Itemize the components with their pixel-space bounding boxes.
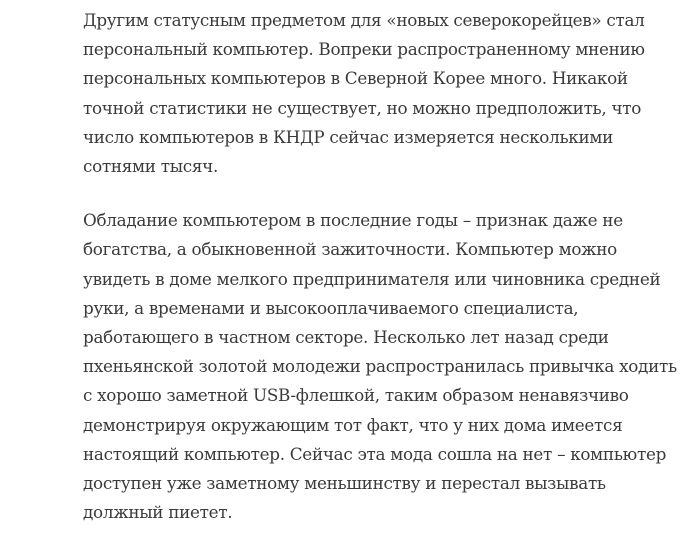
text-line: увидеть в доме мелкого предпринимателя или чиновника средней (83, 268, 661, 289)
text-line: персональных компьютеров в Северной Корее много. Никакой (83, 68, 628, 89)
text-line: настоящий компьютер. Сейчас эта мода сошла на нет – компьютер (83, 443, 667, 464)
text-line: с хорошо заметной USB-флешкой, таким образом ненавязчиво (83, 385, 629, 406)
article-body (83, 6, 683, 527)
text-line: должный пиетет. (83, 502, 233, 523)
text-line: демонстрируя окружающим тот факт, что у них дома имеется (83, 414, 623, 435)
text-line: сотнями тысяч. (83, 156, 218, 177)
text-line: богатства, а обыкновенной зажиточности. Компьютер можно (83, 239, 617, 260)
text-line: число компьютеров в КНДР сейчас измеряется несколькими (83, 126, 614, 147)
text-line: руки, а временами и высокооплачиваемого специалиста, (83, 297, 579, 318)
paragraph-1 (83, 6, 683, 181)
text-line: Обладание компьютером в последние годы – признак даже не (83, 210, 623, 231)
text-line: точной статистики не существует, но можно предположить, что (83, 97, 642, 118)
text-line: пхеньянской золотой молодежи распространилась привычка ходить (83, 356, 677, 377)
paragraph-2 (83, 206, 683, 527)
text-line: Другим статусным предметом для «новых северокорейцев» стал (83, 10, 645, 30)
text-line: персональный компьютер. Вопреки распространенному мнению (83, 39, 645, 60)
text-line: работающего в частном секторе. Несколько лет назад среди (83, 327, 609, 348)
text-line: доступен уже заметному меньшинству и перестал вызывать (83, 473, 606, 494)
